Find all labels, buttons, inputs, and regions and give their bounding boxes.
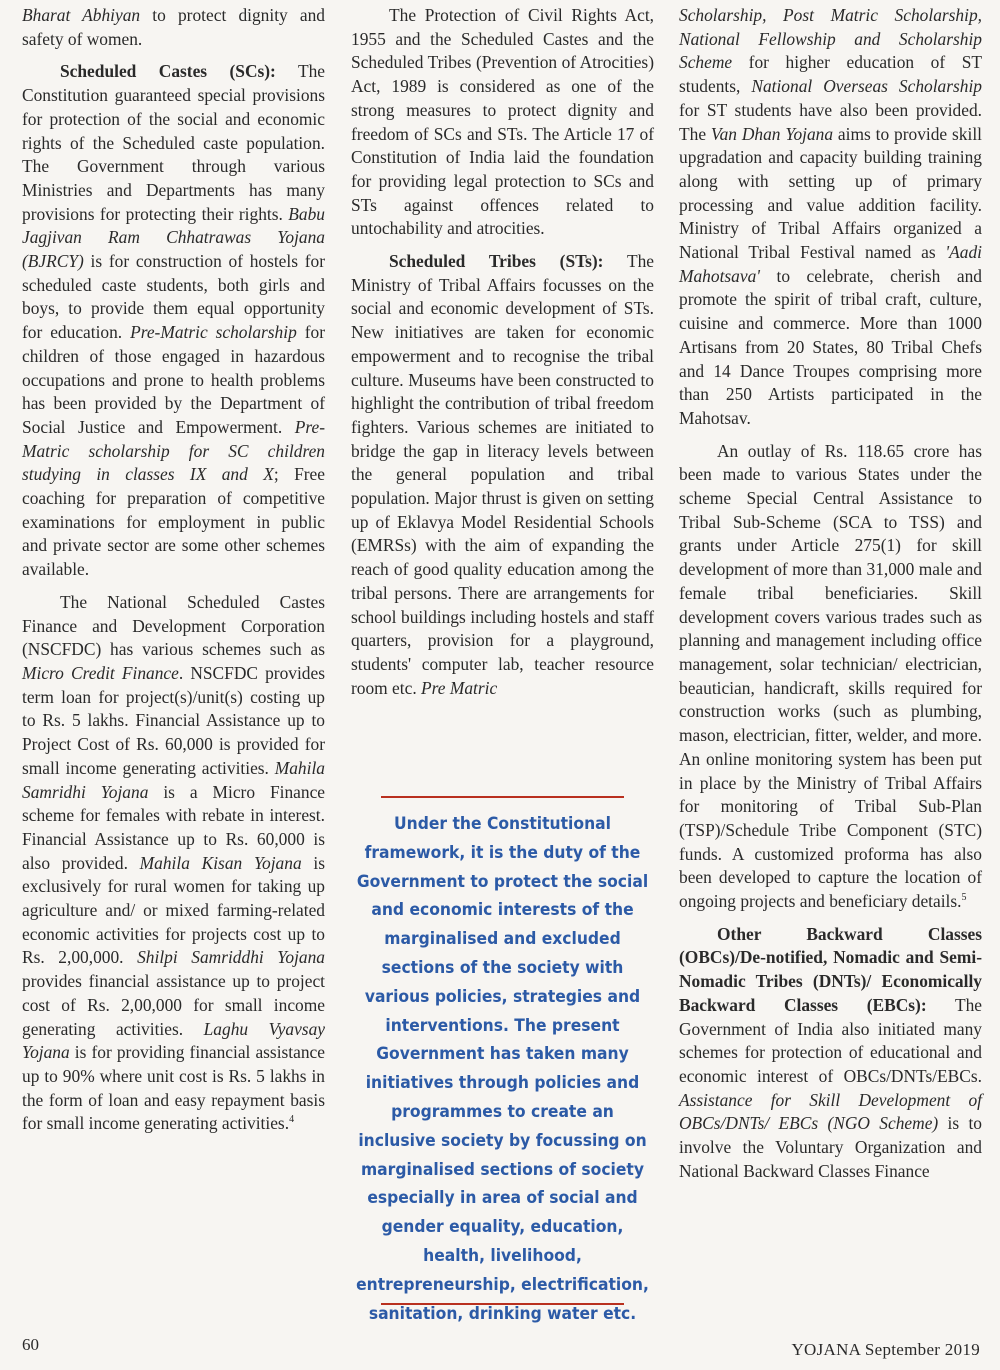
run-italic: Pre Matric bbox=[421, 677, 498, 698]
run-italic: National Overseas Scholarship bbox=[751, 76, 982, 97]
run-italic: Laghu Vyavsay Yojana bbox=[22, 1018, 325, 1063]
footnote-ref: 5 bbox=[961, 892, 967, 904]
run-italic: Assistance for Skill Development of OBCs/DNTs/ EBCs (NGO Scheme) bbox=[679, 1089, 982, 1134]
paragraph-obc bbox=[679, 923, 982, 1184]
run-text: is for providing financial assistance up to 90% where unit cost is Rs. 5 lakhs in the form of loan and easy repayment basis for small income generating activities. bbox=[22, 1042, 325, 1134]
run-text: is to involve the Voluntary Organization and National Backward Classes Finance bbox=[679, 1113, 982, 1181]
run-italic: Babu Jagjivan Ram Chhatrawas Yojana (BJRCY) bbox=[22, 203, 325, 272]
run-text: provides financial assistance up to project cost of Rs. 2,00,000 for small income generating activities. bbox=[22, 971, 325, 1039]
run-text: to celebrate, cherish and promote the spirit of tribal craft, culture, cuisine and commerce. More than 1000 Artisans from 20 States, 80 Tribal Chefs and 14 Dance Troupes comprising more than 250 Artists participated in the Mahotsav. bbox=[679, 265, 982, 428]
paragraph-scheduled-tribes bbox=[351, 250, 654, 700]
paragraph-scholarships bbox=[679, 4, 982, 431]
text-column-2 bbox=[351, 4, 654, 700]
run-text: to protect dignity and safety of women. bbox=[22, 5, 325, 49]
paragraph-scheduled-castes bbox=[22, 60, 325, 581]
run-heading: Scheduled Castes (SCs): bbox=[60, 61, 276, 82]
run-italic: Shilpi Samriddhi Yojana bbox=[137, 947, 325, 968]
paragraph-civil-rights bbox=[351, 4, 654, 241]
run-text: An outlay of Rs. 118.65 crore has been made to various States under the scheme Special Central Assistance to Tribal Sub-Scheme (SCA to TSS) and grants under Article 275(1) for skill development of more than 31,000 male and female tribal beneficiaries. Skill development covers various trades such as planning and management including office management, solar technician/ electrician, beautician, handicraft, skills required for construction works (such as plumbing, mason, electrician, fitter, welder, and more. An online monitoring system has been put in place by the Ministry of Tribal Affairs for monitoring of Tribal Sub-Plan (TSP)/Schedule Tribe Component (STC) funds. A customized proforma has also been developed to capture the location of ongoing projects and beneficiary details. bbox=[679, 440, 982, 912]
run-text: is a Micro Finance scheme for females with rebate in interest. Financial Assistance up to Rs. 60,000 is also provided. bbox=[22, 781, 326, 873]
run-text: The National Scheduled Castes Finance and Development Corporation (NSCFDC) has various schemes such as bbox=[22, 591, 325, 660]
run-text: ; Free coaching for preparation of competitive examinations for employment in public and private sector are some other schemes available. bbox=[22, 464, 325, 580]
pullquote-text: Under the Constitutional framework, it is the duty of the Government to protect the social and economic interests of the marginalised and excluded sections of the society with various policies, strategies and interventions. The present Government has taken many initiatives through policies and programmes to create an inclusive society by focussing on marginalised sections of society especially in area of social and gender equality, education, health, livelihood, entrepreneurship, electrification, sanitation, drinking water etc. bbox=[356, 814, 649, 1324]
run-text: for children of those engaged in hazardous occupations and prone to health problems has been provided by the Department of Social Justice and Empowerment. bbox=[22, 322, 325, 437]
run-text: aims to provide skill upgradation and capacity building training along with setting up of primary processing and value addition facility. Ministry of Tribal Affairs organized a National Tribal Festival named as bbox=[679, 123, 982, 263]
run-text: . NSCFDC provides term loan for project(s)/unit(s) costing up to Rs. 5 lakhs. Financial Assistance up to Project Cost of Rs. 60,000 is provided for small income generating activities. bbox=[22, 662, 325, 778]
run-text: The Constitution guaranteed special provisions for protection of the social and economic rights of the Scheduled caste population. The Government through various Ministries and Departments has many provisions for protecting their rights. bbox=[22, 61, 325, 224]
run-italic: Mahila Samridhi Yojana bbox=[22, 757, 325, 802]
run-text: The Protection of Civil Rights Act, 1955 and the Scheduled Castes and the Scheduled Tribes (Prevention of Atrocities) Act, 1989 is considered as one of the strong measures to protect dignity and freedom of SCs and STs. The Article 17 of Constitution of India laid the foundation for providing legal protection to SCs and STs against offences related to untochability and atrocities. bbox=[351, 5, 654, 239]
run-heading: Other Backward Classes (OBCs)/De-notified, Nomadic and Semi-Nomadic Tribes (DNTs)/ Economically Backward Classes (EBCs): bbox=[679, 923, 982, 1015]
run-heading: Scheduled Tribes (STs): bbox=[389, 251, 604, 272]
run-italic: Bharat Abhiyan bbox=[22, 5, 141, 25]
run-italic: Pre-Matric scholarship bbox=[130, 322, 297, 343]
text-column-3 bbox=[679, 4, 982, 1183]
run-italic: Pre-Matric scholarship for SC children studying in classes IX and X bbox=[22, 416, 325, 485]
magazine-issue: YOJANA September 2019 bbox=[791, 1340, 980, 1359]
run-italic: Micro Credit Finance bbox=[22, 662, 179, 683]
run-italic: Mahila Kisan Yojana bbox=[139, 852, 302, 873]
run-italic: Scholarship, Post Matric Scholarship, National Fellowship and Scholarship Scheme bbox=[679, 5, 982, 73]
text-column-1 bbox=[22, 4, 325, 1136]
paragraph-outlay bbox=[679, 440, 982, 914]
footnote-ref: 4 bbox=[289, 1114, 295, 1126]
run-text: is exclusively for rural women for taking up agriculture and/ or mixed farming-related economic activities for projects cost up to Rs. 2,00,000. bbox=[22, 852, 325, 968]
run-text: for ST students have also been provided. The bbox=[679, 99, 982, 144]
run-text: is for construction of hostels for scheduled caste students, both girls and boys, to provide them equal opportunity for education. bbox=[22, 251, 325, 343]
run-italic: Van Dhan Yojana bbox=[710, 123, 834, 144]
run-italic: 'Aadi Mahotsava' bbox=[679, 242, 982, 286]
paragraph bbox=[22, 4, 325, 51]
run-text: The Government of India also initiated many schemes for protection of educational and economic interest of OBCs/DNTs/EBCs. bbox=[679, 994, 982, 1086]
paragraph-nscfdc bbox=[22, 591, 325, 1136]
page-number: 60 bbox=[22, 1335, 39, 1354]
run-text: for higher education of ST students, bbox=[679, 52, 982, 97]
run-text: The Ministry of Tribal Affairs focusses on the social and economic development of STs. New initiatives are taken for economic empowerment and to recognise the tribal culture. Museums have been constructed to highlight the contribution of tribal freedom fighters. Various schemes are initiated to bridge the gap in literacy levels between the general population and tribal population. Major thrust is given on setting up of Eklavya Model Residential Schools (EMRSs) with the aim of expanding the reach of good quality education among the tribal persons. There are arrangements for school buildings including hostels and staff quarters, provision for a playground, students' computer lab, teacher resource room etc. bbox=[351, 251, 654, 698]
